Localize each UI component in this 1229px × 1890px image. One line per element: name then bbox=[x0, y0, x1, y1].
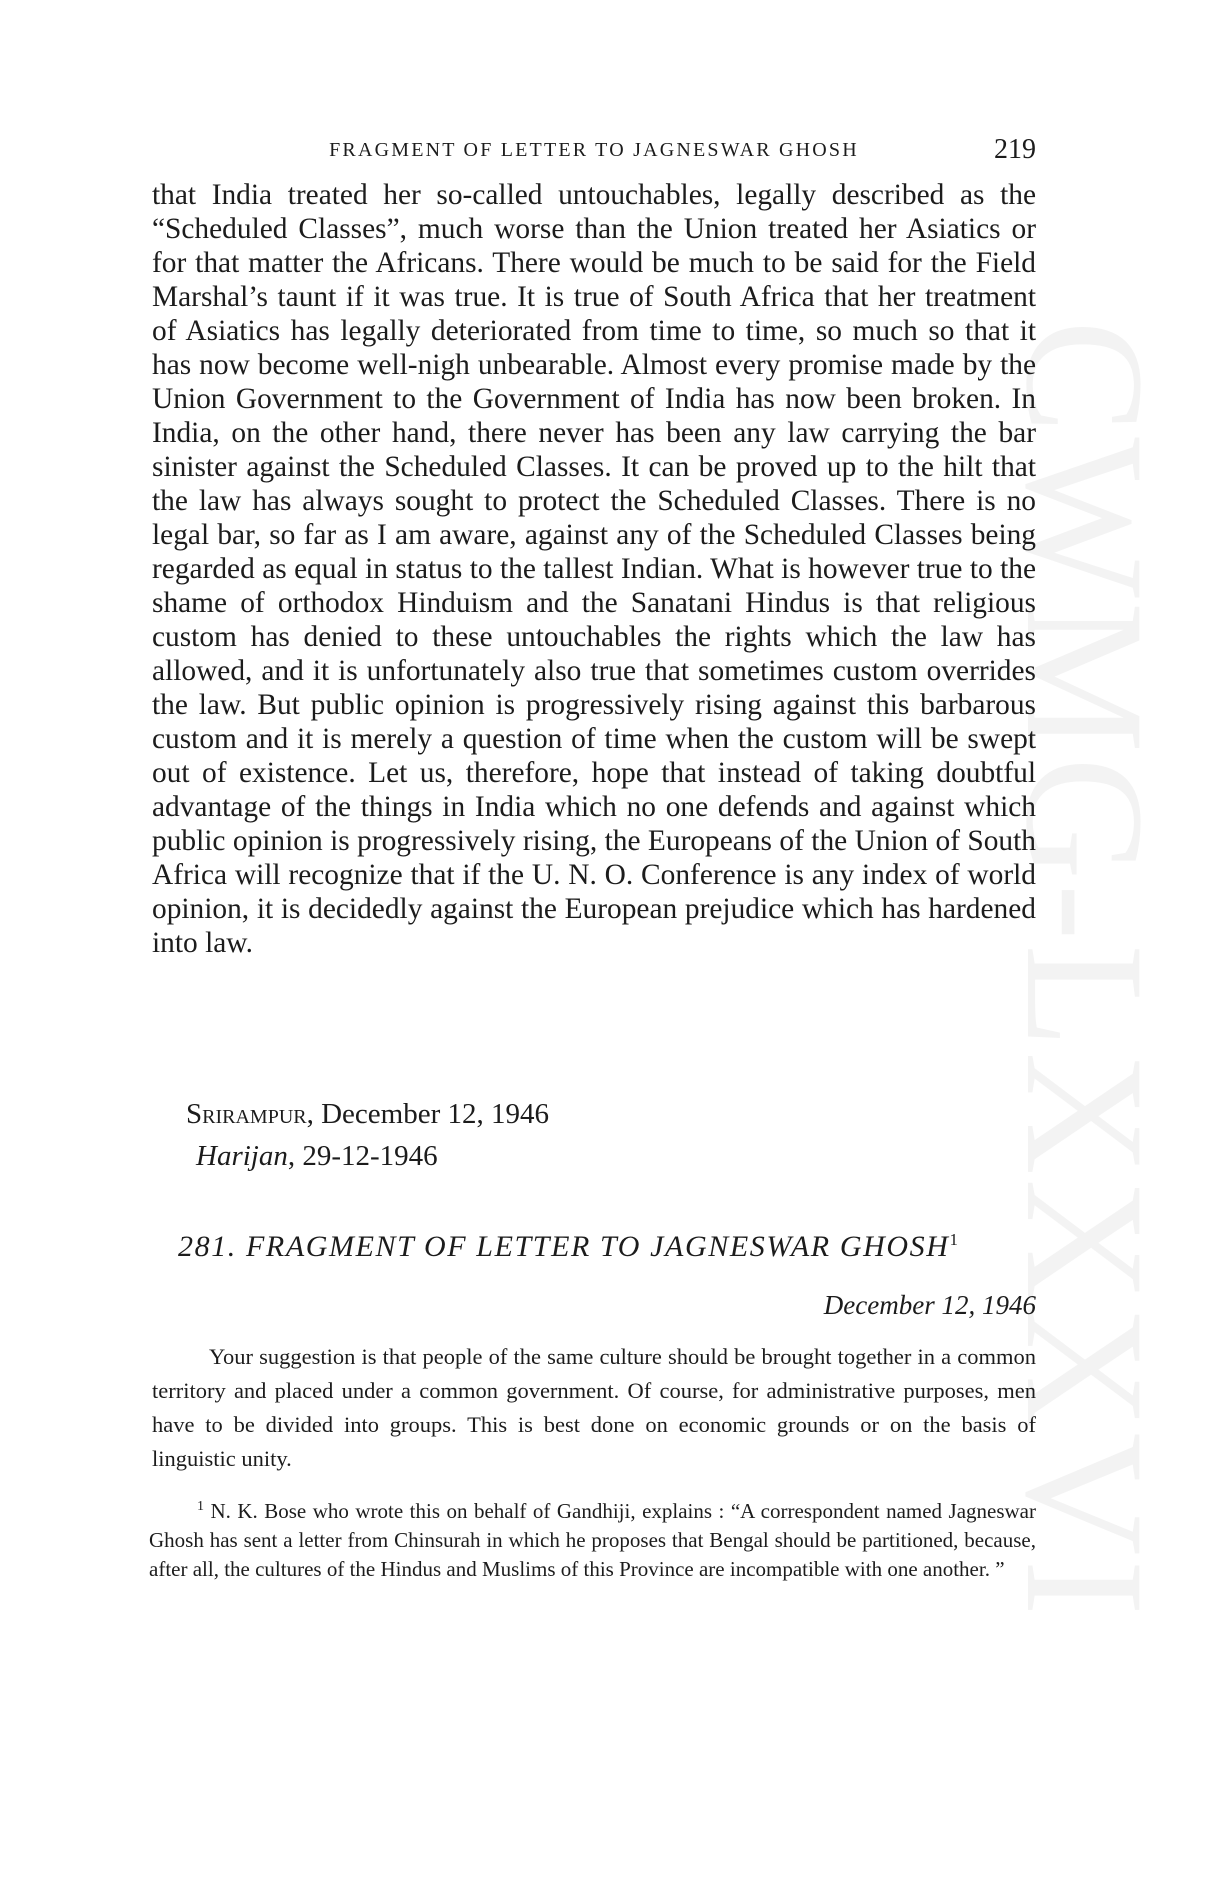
section-heading-text: 281. FRAGMENT OF LETTER TO JAGNESWAR GHOSH bbox=[178, 1230, 950, 1263]
footnote-text: N. K. Bose who wrote this on behalf of Gandhiji, explains : “A correspondent named Jagneswar Ghosh has sent a letter from Chinsurah in which he proposes that Bengal should be partitioned, because, after all, the cultures of the Hindus and Muslims of this Province are incompatible with one another. ” bbox=[149, 1499, 1036, 1581]
source-date: , 29-12-1946 bbox=[287, 1140, 438, 1172]
footnote bbox=[149, 1492, 1036, 1584]
letter-paragraph: Your suggestion is that people of the same culture should be brought together in a common territory and placed under a common government. Of course, for administrative purposes, men have to be divided into groups. This is best done on economic grounds or on the basis of linguistic unity. bbox=[152, 1344, 1036, 1471]
section-heading bbox=[178, 1230, 958, 1264]
footnote-reference: 1 bbox=[949, 1230, 958, 1249]
source-title: Harijan bbox=[196, 1140, 288, 1172]
footnote-marker: 1 bbox=[197, 1499, 204, 1514]
dateline-date: , December 12, 1946 bbox=[306, 1098, 550, 1130]
source-line bbox=[196, 1140, 438, 1173]
place-name: Srirampur bbox=[186, 1098, 307, 1130]
letter-date: December 12, 1946 bbox=[823, 1290, 1036, 1320]
running-title: FRAGMENT OF LETTER TO JAGNESWAR GHOSH bbox=[329, 139, 859, 161]
watermark: CWMG-LXXXVI bbox=[991, 320, 1179, 1620]
body-paragraph: that India treated her so-called untouchables, legally described as the “Scheduled Classes”, much worse than the Union treated her Asiatics or for that matter the Africans. There would be much to be said for the Field Marshal’s taunt if it was true. It is true of South Africa that her treatment of Asiatics has legally deteriorated from time to time, so much so that it has now become well-nigh unbearable. Almost every promise made by the Union Government to the Government of India has now been broken. In India, on the other hand, there never has been any law carrying the bar sinister against the Scheduled Classes. It can be proved up to the hilt that the law has always sought to protect the Scheduled Classes. There is no legal bar, so far as I am aware, against any of the Scheduled Classes being regarded as equal in status to the tallest Indian. What is however true to the shame of orthodox Hinduism and the Sanatani Hindus is that religious custom has denied to these untouchables the rights which the law has allowed, and it is unfortunately also true that sometimes custom overrides the law. But public opinion is progressively rising against this barbarous custom and it is merely a question of time when the custom will be swept out of existence. Let us, therefore, hope that instead of taking doubtful advantage of the things in India which no one defends and against which public opinion is progressively rising, the Europeans of the Union of South Africa will recognize that if the U. N. O. Conference is any index of world opinion, it is decidedly against the European prejudice which has hardened into law. bbox=[152, 179, 1036, 959]
page-number: 219 bbox=[994, 134, 1036, 165]
place-date-line bbox=[186, 1098, 549, 1131]
